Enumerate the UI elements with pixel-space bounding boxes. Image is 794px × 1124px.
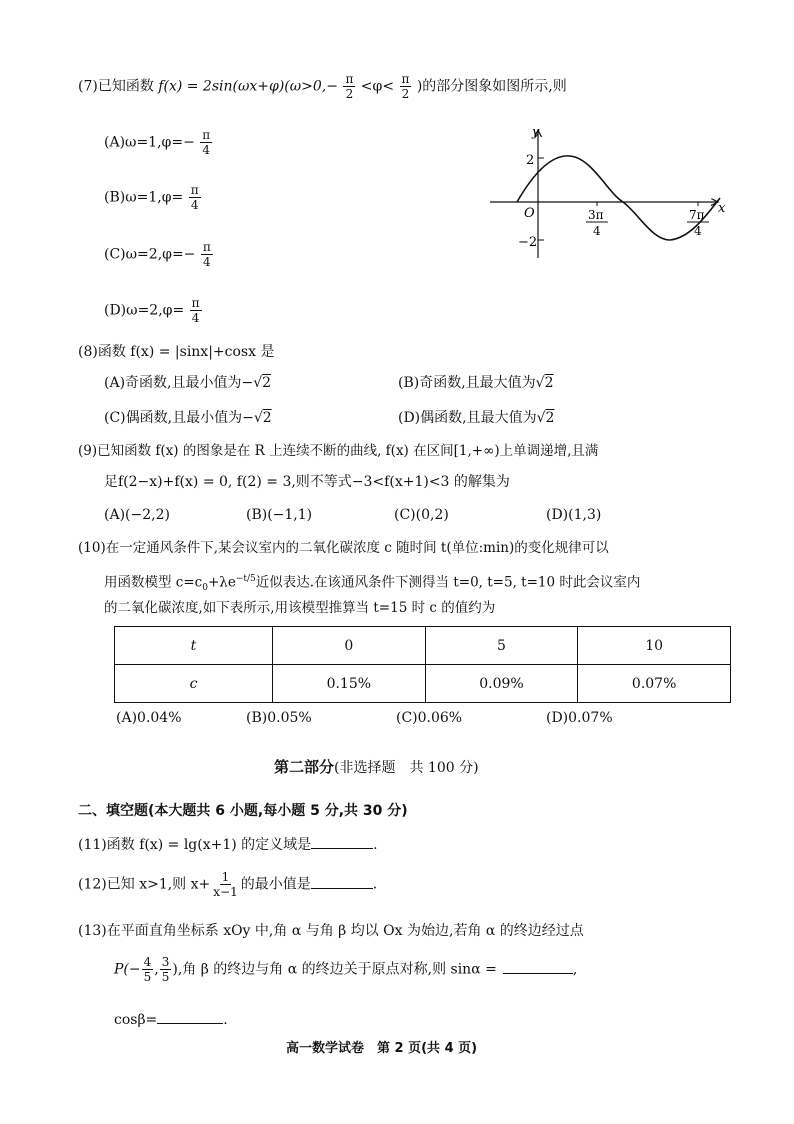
table-row: [115, 665, 731, 703]
q11: (11)函数 f(x) = lg(x+1) 的定义域是 .: [78, 837, 378, 853]
section2-title: 二、填空题(本大题共 6 小题,每小题 5 分,共 30 分): [78, 803, 408, 819]
q10-option-c: (C)0.06%: [396, 710, 463, 726]
table-cell: c: [115, 665, 273, 703]
x-label: x: [718, 201, 726, 216]
q13-blank-sin[interactable]: [503, 973, 573, 974]
q11-blank[interactable]: [311, 848, 373, 849]
tick1-num: 3π: [588, 208, 604, 222]
q9-option-c: (C)(0,2): [394, 507, 449, 523]
q7-stem-suffix: )的部分图象如图所示,则: [416, 78, 567, 95]
table-cell: 10: [578, 627, 731, 665]
q7-function: f(x) = 2sin(ωx+φ)(ω>0,−: [158, 78, 338, 95]
q12-blank[interactable]: [311, 888, 373, 889]
q9-option-b: (B)(−1,1): [246, 507, 313, 523]
q12: (12)已知 x>1,则 x+ $\frac{1}{x-1}$ 的最小值是 .: [78, 870, 378, 899]
q8-option-b: (B)奇函数,且最大值为√2: [398, 375, 554, 391]
q9-line1: (9)已知函数 f(x) 的图象是在 R 上连续不断的曲线, f(x) 在区间[1,+∞)上单调递增,且满: [78, 443, 599, 459]
q7-option-a: (A)ω=1,φ=− $\frac{\pi}{4}$: [104, 128, 211, 157]
sqrt-sign: √: [253, 375, 263, 391]
q7-option-c: (C)ω=2,φ=− $\frac{\pi}{4}$: [104, 240, 211, 269]
table-cell: 5: [425, 627, 578, 665]
y-max-label: 2: [526, 153, 535, 168]
sqrt-sign: √: [253, 410, 263, 426]
q13-blank-cos[interactable]: [157, 1023, 223, 1024]
q7-neg-pi-over-2: $\frac{\pi}{2}$: [345, 72, 354, 101]
sine-curve: [517, 156, 720, 240]
q8-option-c: (C)偶函数,且最小值为−√2: [104, 410, 272, 426]
table-cell: 0.07%: [578, 665, 731, 703]
q7-pi-over-2: $\frac{\pi}{2}$: [401, 72, 410, 101]
q7-sine-graph: [480, 118, 730, 260]
q10-line3: 的二氧化碳浓度,如下表所示,用该模型推算当 t=15 时 c 的值约为: [104, 600, 496, 616]
q8-stem: (8)函数 f(x) = |sinx|+cosx 是: [78, 344, 275, 360]
q13-line1: (13)在平面直角坐标系 xOy 中,角 α 与角 β 均以 Ox 为始边,若角 α 的终边经过点: [78, 923, 584, 939]
table-cell: 0.15%: [273, 665, 426, 703]
q10-option-a: (A)0.04%: [116, 710, 182, 726]
q13-line2: P(− $\frac{4}{5}$ , $\frac{3}{5}$ ),角 β 的终边与角 α 的终边关于原点对称,则 sinα = ,: [114, 955, 578, 984]
q10-option-d: (D)0.07%: [546, 710, 613, 726]
part2-heading: 第二部分(非选择题 共 100 分): [274, 758, 479, 776]
q10-line2: 用函数模型 $c=c_0+\lambda e^{-t/5}$近似表达.在该通风条件下测得当 t=0, t=5, t=10 时此会议室内: [104, 574, 641, 594]
q9-line2: 足f(2−x)+f(x) = 0, f(2) = 3,则不等式−3<f(x+1)<3 的解集为: [104, 474, 510, 490]
q7-option-b: (B)ω=1,φ= $\frac{\pi}{4}$: [104, 183, 199, 212]
q8-option-a: (A)奇函数,且最小值为−√2: [104, 375, 272, 391]
q7-option-d: (D)ω=2,φ= $\frac{\pi}{4}$: [104, 296, 200, 325]
q12-fraction: $\frac{1}{x-1}$: [213, 870, 238, 899]
q10-option-b: (B)0.05%: [246, 710, 312, 726]
origin-label: O: [524, 206, 535, 221]
table-cell: 0.09%: [425, 665, 578, 703]
q9-option-d: (D)(1,3): [546, 507, 602, 523]
q9-option-a: (A)(−2,2): [104, 507, 170, 523]
sqrt-sign: √: [536, 410, 546, 426]
q10-line1: (10)在一定通风条件下,某会议室内的二氧化碳浓度 c 随时间 t(单位:min)的变化规律可以: [78, 540, 609, 556]
y-label: y: [532, 125, 540, 140]
q8-option-d: (D)偶函数,且最大值为√2: [398, 410, 555, 426]
q10-table: [114, 626, 731, 703]
q7-stem: [78, 72, 567, 101]
table-cell: 0: [273, 627, 426, 665]
sqrt-sign: √: [535, 375, 545, 391]
table-cell: t: [115, 627, 273, 665]
q7-lt: <φ<: [360, 78, 395, 95]
tick1-den: 4: [593, 224, 601, 238]
table-row: [115, 627, 731, 665]
q13-line3: cosβ= .: [114, 1012, 228, 1028]
q7-stem-prefix: (7)已知函数: [78, 78, 154, 95]
tick2-den: 4: [694, 224, 702, 238]
page-footer: 高一数学试卷 第 2 页(共 4 页): [286, 1041, 478, 1056]
y-min-label: −2: [518, 235, 538, 250]
tick2-num: 7π: [689, 208, 705, 222]
